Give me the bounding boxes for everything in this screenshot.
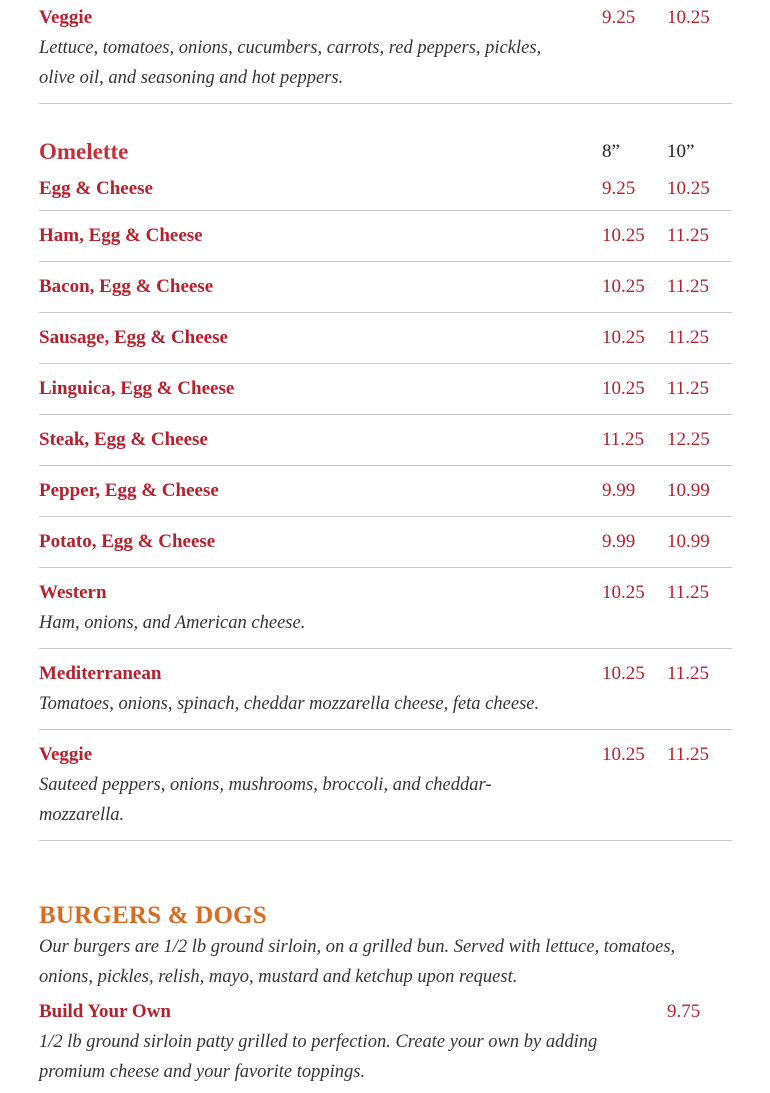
menu-item — [39, 364, 732, 415]
price-small: 10.25 — [602, 225, 645, 246]
price-small: 10.25 — [602, 378, 645, 399]
price-large: 11.25 — [667, 225, 710, 246]
item-description: Tomatoes, onions, spinach, cheddar mozzarella cheese, feta cheese. — [39, 694, 540, 714]
omelette-section-header — [39, 138, 732, 170]
item-name: Veggie — [39, 7, 93, 28]
menu-item-veggie-top — [39, 0, 732, 104]
price-large: 10.25 — [667, 178, 710, 199]
menu-item — [39, 649, 732, 730]
price-small: 10.25 — [602, 327, 645, 348]
section-title: BURGERS & DOGS — [39, 902, 267, 929]
price-small: 10.25 — [602, 582, 645, 603]
section-intro: Our burgers are 1/2 lb ground sirloin, on a grilled bun. Served with lettuce, tomatoes, onions, pickles, relish, mayo, mustard and ketchup upon request. — [39, 937, 676, 987]
price-large: 11.25 — [667, 327, 710, 348]
item-description: 1/2 lb ground sirloin patty grilled to perfection. Create your own by adding promium cheese and your favorite toppings. — [39, 1032, 598, 1082]
price-small: 10.25 — [602, 663, 645, 684]
price-large: 10.25 — [667, 7, 710, 28]
item-description: Sauteed peppers, onions, mushrooms, broccoli, and cheddar-mozzarella. — [39, 775, 492, 825]
menu-item — [39, 568, 732, 649]
item-name: Build Your Own — [39, 1001, 171, 1022]
price-large: 10.99 — [667, 480, 710, 501]
item-name: Mediterranean — [39, 663, 162, 684]
price: 9.75 — [667, 1001, 701, 1022]
price-small: 9.99 — [602, 480, 636, 501]
item-name: Veggie — [39, 744, 93, 765]
item-name: Bacon, Egg & Cheese — [39, 276, 214, 297]
section-title: Omelette — [39, 139, 129, 164]
size-small-label: 8” — [602, 141, 620, 162]
menu-item — [39, 262, 732, 313]
menu-item — [39, 211, 732, 262]
price-large: 11.25 — [667, 276, 710, 297]
item-name: Pepper, Egg & Cheese — [39, 480, 219, 501]
burgers-section — [39, 901, 732, 1087]
item-description: Ham, onions, and American cheese. — [39, 613, 306, 633]
size-large-label: 10” — [667, 141, 695, 162]
item-name: Western — [39, 582, 107, 603]
menu-item — [39, 170, 732, 211]
item-name: Ham, Egg & Cheese — [39, 225, 203, 246]
price-small: 11.25 — [602, 429, 645, 450]
item-name: Potato, Egg & Cheese — [39, 531, 216, 552]
item-name: Sausage, Egg & Cheese — [39, 327, 228, 348]
price-large: 11.25 — [667, 663, 710, 684]
item-name: Linguica, Egg & Cheese — [39, 378, 235, 399]
price-large: 11.25 — [667, 744, 710, 765]
item-name: Egg & Cheese — [39, 178, 153, 199]
price-small: 9.25 — [602, 7, 636, 28]
price-large: 12.25 — [667, 429, 710, 450]
menu-item — [39, 415, 732, 466]
price-small: 10.25 — [602, 744, 645, 765]
price-small: 9.25 — [602, 178, 636, 199]
price-small: 9.99 — [602, 531, 636, 552]
menu-item — [39, 730, 732, 841]
item-name: Steak, Egg & Cheese — [39, 429, 208, 450]
menu-page — [39, 0, 732, 1087]
price-large: 11.25 — [667, 378, 710, 399]
item-description: Lettuce, tomatoes, onions, cucumbers, carrots, red peppers, pickles, olive oil, and seasoning and hot peppers. — [39, 38, 542, 88]
price-small: 10.25 — [602, 276, 645, 297]
menu-item — [39, 992, 732, 1087]
price-large: 11.25 — [667, 582, 710, 603]
menu-item — [39, 466, 732, 517]
menu-item — [39, 313, 732, 364]
price-large: 10.99 — [667, 531, 710, 552]
menu-item — [39, 517, 732, 568]
